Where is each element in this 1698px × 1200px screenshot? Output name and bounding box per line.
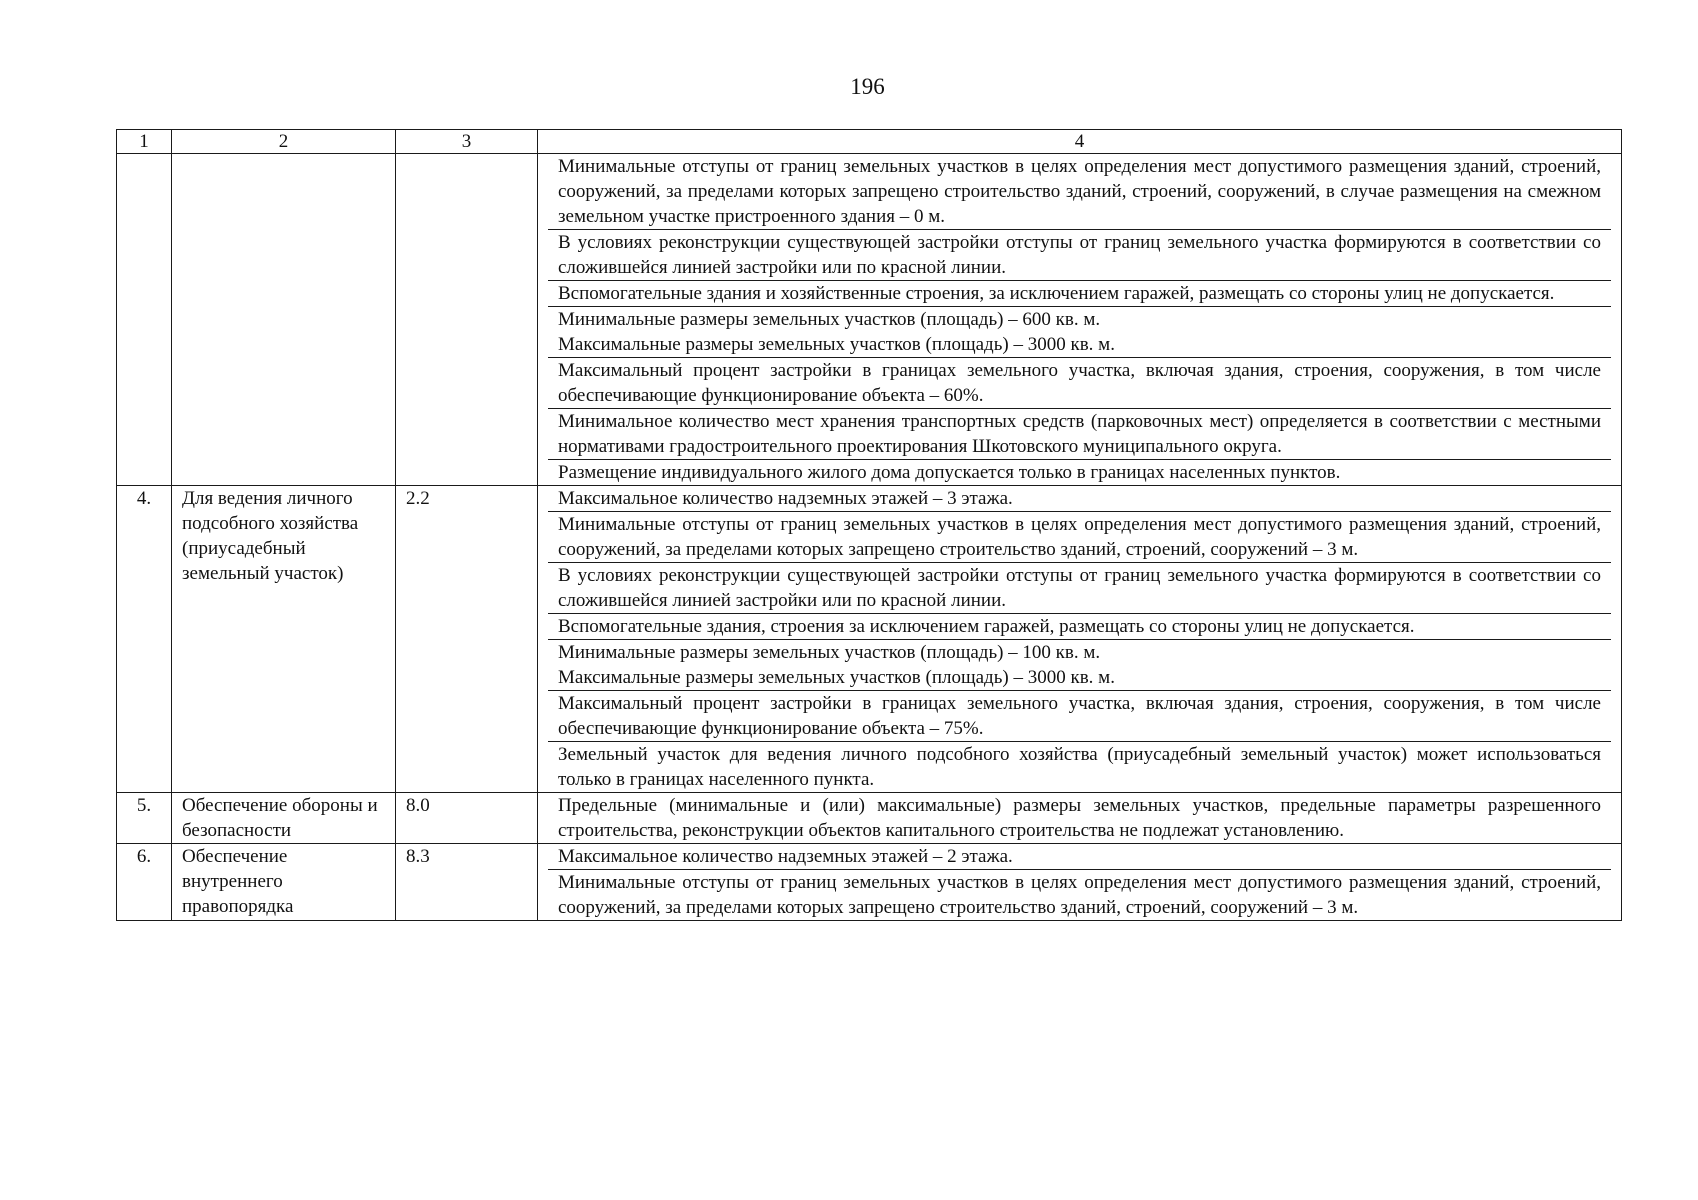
land-use-code: 8.3: [396, 844, 538, 921]
requirement-text: Минимальные размеры земельных участков (площадь) – 600 кв. м.: [558, 309, 1101, 330]
table-row: [117, 793, 1622, 844]
requirement-item: [548, 869, 1611, 920]
requirement-text: Размещение индивидуального жилого дома допускается только в границах населенных пунктов.: [558, 462, 1341, 483]
requirement-text: Минимальные отступы от границ земельных участков в целях определения мест допустимого размещения зданий, строений, сооружений, за пределами которых запрещено строительство зданий, строений, сооружений – 3 м.: [558, 872, 1601, 918]
land-use-name: [172, 154, 396, 486]
requirement-text: Максимальный процент застройки в границах земельного участка, включая здания, строения, сооружения, в том числе обеспечивающие функционирование объекта – 75%.: [558, 693, 1601, 739]
table-row: [117, 844, 1622, 921]
land-use-name: Обеспечение внутреннего правопорядка: [172, 844, 396, 921]
requirement-item: [548, 306, 1611, 357]
requirement-text: Минимальное количество мест хранения транспортных средств (парковочных мест) определяется в соответствии с местными нормативами градостроительного проектирования Шкотовского муниципального округа.: [558, 411, 1601, 457]
requirement-item: [548, 459, 1611, 485]
land-use-name: Обеспечение обороны и безопасности: [172, 793, 396, 844]
row-number: 4.: [117, 486, 172, 793]
requirement-text: Максимальные размеры земельных участков (площадь) – 3000 кв. м.: [558, 334, 1115, 355]
requirement-item: [548, 229, 1611, 280]
requirement-text: Вспомогательные здания и хозяйственные строения, за исключением гаражей, размещать со стороны улиц не допускается.: [558, 283, 1555, 304]
requirement-text: Максимальное количество надземных этажей – 3 этажа.: [558, 488, 1013, 509]
requirement-text: Минимальные отступы от границ земельных участков в целях определения мест допустимого размещения зданий, строений, сооружений, за пределами которых запрещено строительство зданий, строений, сооружений, в случае размещения на смежном земельном участке пристроенного здания – 0 м.: [558, 156, 1601, 227]
row-number: 6.: [117, 844, 172, 921]
requirement-text: В условиях реконструкции существующей застройки отступы от границ земельного участка формируются в соответствии со сложившейся линией застройки или по красной линии.: [558, 565, 1601, 611]
requirement-item: [548, 486, 1611, 511]
requirements-cell: [538, 486, 1622, 793]
requirement-text: Предельные (минимальные и (или) максимальные) размеры земельных участков, предельные параметры разрешенного строительства, реконструкции объектов капитального строительства не подлежат установлению.: [558, 795, 1601, 841]
requirements-cell: [538, 793, 1622, 844]
regulations-table-body: [117, 130, 1622, 921]
requirement-text: Минимальные размеры земельных участков (площадь) – 100 кв. м.: [558, 642, 1101, 663]
requirement-item: [548, 511, 1611, 562]
requirement-item: [548, 562, 1611, 613]
requirement-text: Вспомогательные здания, строения за исключением гаражей, размещать со стороны улиц не допускается.: [558, 616, 1415, 637]
requirement-text: Минимальные отступы от границ земельных участков в целях определения мест допустимого размещения зданий, строений, сооружений, за пределами которых запрещено строительство зданий, строений, сооружений – 3 м.: [558, 514, 1601, 560]
requirement-item: [548, 357, 1611, 408]
column-number-row: [117, 130, 1622, 154]
requirement-item: [548, 690, 1611, 741]
requirement-item: [548, 154, 1611, 229]
column-number-2: 2: [172, 130, 396, 154]
table-row: [117, 486, 1622, 793]
requirement-item: [548, 844, 1611, 869]
requirement-item: [548, 793, 1611, 843]
row-number: [117, 154, 172, 486]
land-use-code: 8.0: [396, 793, 538, 844]
requirement-text: Максимальные размеры земельных участков (площадь) – 3000 кв. м.: [558, 667, 1115, 688]
land-use-code: 2.2: [396, 486, 538, 793]
requirements-cell: [538, 844, 1622, 921]
row-number: 5.: [117, 793, 172, 844]
requirement-text: Максимальное количество надземных этажей – 2 этажа.: [558, 846, 1013, 867]
regulations-table: [116, 129, 1622, 921]
land-use-name: Для ведения личного подсобного хозяйства (приусадебный земельный участок): [172, 486, 396, 793]
column-number-4: 4: [538, 130, 1622, 154]
requirement-text: В условиях реконструкции существующей застройки отступы от границ земельного участка формируются в соответствии со сложившейся линией застройки или по красной линии.: [558, 232, 1601, 278]
page-number: 196: [850, 74, 885, 99]
requirement-text: Максимальный процент застройки в границах земельного участка, включая здания, строения, сооружения, в том числе обеспечивающие функционирование объекта – 60%.: [558, 360, 1601, 406]
column-number-3: 3: [396, 130, 538, 154]
requirement-item: [548, 639, 1611, 690]
land-use-code: [396, 154, 538, 486]
column-number-1: 1: [117, 130, 172, 154]
requirement-item: [548, 280, 1611, 306]
requirement-item: [548, 613, 1611, 639]
requirement-item: [548, 741, 1611, 792]
requirement-item: [548, 408, 1611, 459]
requirements-cell: [538, 154, 1622, 486]
table-row: [117, 154, 1622, 486]
requirement-text: Земельный участок для ведения личного подсобного хозяйства (приусадебный земельный участок) может использоваться только в границах населенного пункта.: [558, 744, 1601, 790]
